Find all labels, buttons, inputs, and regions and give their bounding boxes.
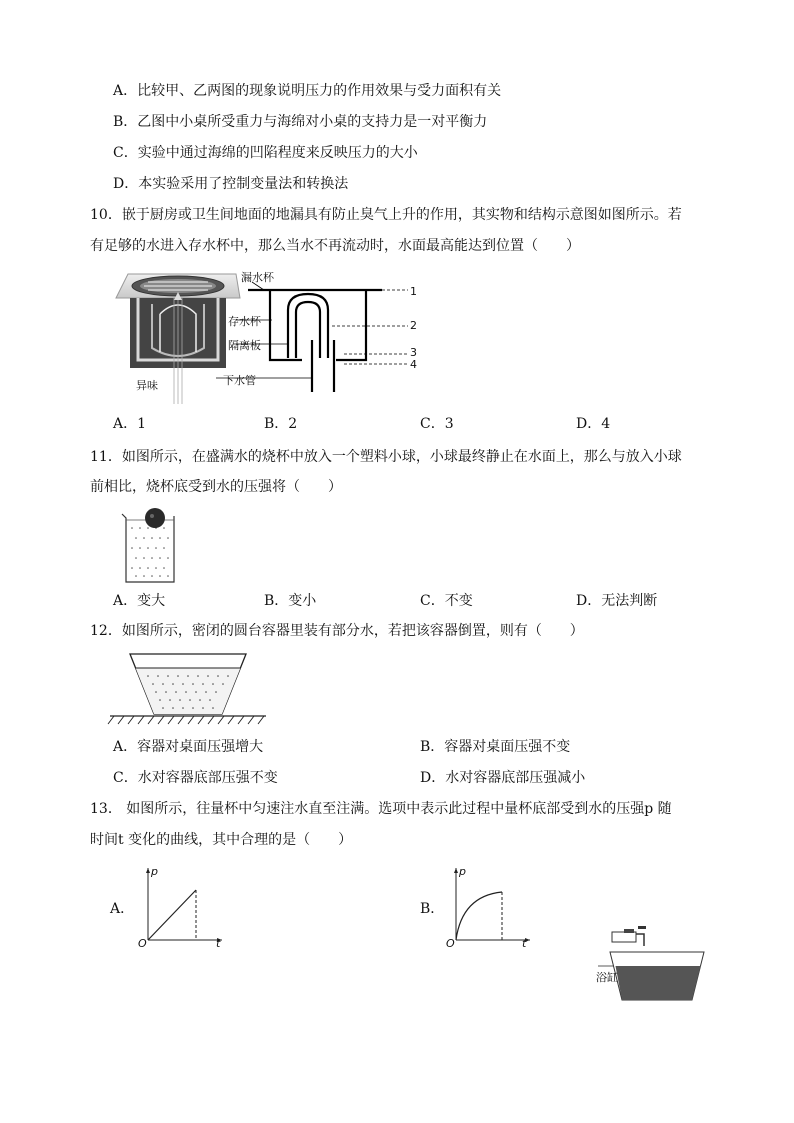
q12-stem: 12．如图所示，密闭的圆台容器里装有部分水，若把该容器倒置，则有（ ） [90,623,584,639]
q12-option-b: B．容器对桌面压强不变 [420,739,571,755]
q13-graph-a [136,864,226,950]
q11-option-d: D．无法判断 [576,593,658,609]
q13-stem-line1: 13． 如图所示，往量杯中匀速注水直至注满。选项中表示此过程中量杯底部受到水的压强p 随 [90,801,672,817]
q13-tub-label: 浴缸 [596,971,618,984]
q10-option-d: D．4 [576,416,611,432]
q12-option-a: A．容器对桌面压强增大 [113,739,264,755]
beaker-with-ball-figure [118,506,178,584]
q10-stem-line2: 有足够的水进入存水杯中，那么当水不再流动时，水面最高能达到位置（ ） [90,238,580,254]
frustum-container-figure [108,650,268,728]
q10-label-level2: 2 [410,319,417,332]
q9-option-b: B．乙图中小桌所受重力与海绵对小桌的支持力是一对平衡力 [113,114,488,130]
q10-label-level3: 3 [410,346,417,359]
q11-option-b: B．变小 [264,593,317,609]
q10-label-odor: 异味 [136,379,158,392]
q11-stem-line1: 11．如图所示，在盛满水的烧杯中放入一个塑料小球，小球最终静止在水面上，那么与放入小球 [90,449,682,465]
q10-label-level1: 1 [410,285,417,298]
q10-stem-line1: 10．嵌于厨房或卫生间地面的地漏具有防止臭气上升的作用，其实物和结构示意图如图所示。若 [90,207,682,223]
q13-a-axis-p: p [151,865,158,878]
q9-option-d: D．本实验采用了控制变量法和转换法 [113,176,349,192]
q11-option-c: C．不变 [420,593,473,609]
q11-stem-line2: 前相比，烧杯底受到水的压强将（ ） [90,479,342,495]
q12-option-d: D．水对容器底部压强减小 [420,770,586,786]
q10-option-a: A．1 [113,416,147,432]
q13-option-b-label: B． [420,901,445,917]
q10-option-c: C．3 [420,416,454,432]
q10-label-level4: 4 [410,358,417,371]
q13-a-origin: O [138,937,147,950]
q10-option-b: B．2 [264,416,298,432]
q10-label-divider: 隔离板 [228,339,261,352]
q12-option-c: C．水对容器底部压强不变 [113,770,278,786]
q13-stem-line2: 时间t 变化的曲线，其中合理的是（ ） [90,832,353,848]
bathtub-faucet-figure [592,924,712,1006]
q10-label-cup-top: 漏水杯 [241,271,274,284]
q13-b-origin: O [446,937,455,950]
q13-a-axis-t: t [216,937,221,950]
q11-option-a: A．变大 [113,593,166,609]
q13-b-axis-p: p [459,865,466,878]
q13-option-a-label: A． [110,901,135,917]
q10-label-storage-cup: 存水杯 [228,315,261,328]
q13-graph-b [444,864,534,950]
q9-option-a: A．比较甲、乙两图的现象说明压力的作用效果与受力面积有关 [113,83,502,99]
q13-b-axis-t: t [522,937,527,950]
q10-label-drain-pipe: 下水管 [223,374,256,387]
q9-option-c: C．实验中通过海绵的凹陷程度来反映压力的大小 [113,145,418,161]
